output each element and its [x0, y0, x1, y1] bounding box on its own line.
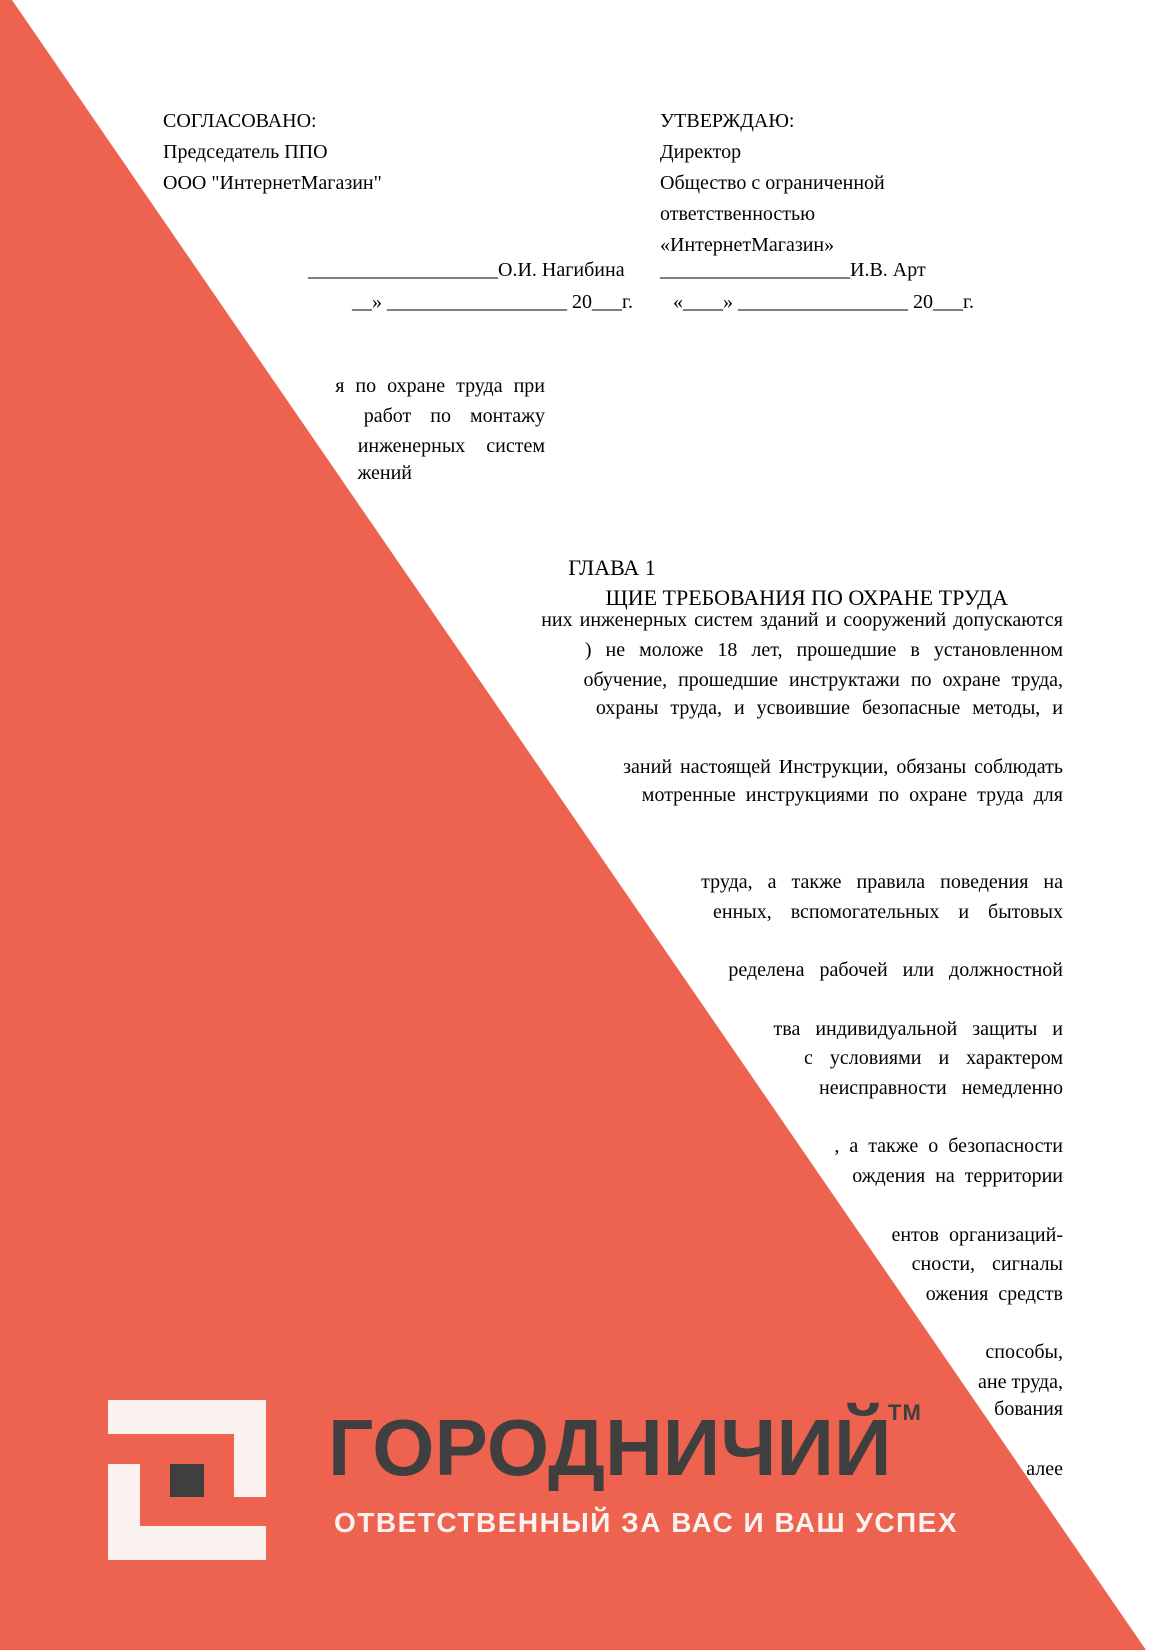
agreed-org: ООО "ИнтернетМагазин" — [163, 172, 382, 194]
body-line: енных, вспомогательных и бытовых — [713, 901, 1063, 923]
body-line: них инженерных систем зданий и сооружений допускаются — [541, 609, 1063, 631]
body-line: мотренные инструкциями по охране труда для — [641, 784, 1063, 806]
body-line: сности, сигналы — [911, 1253, 1063, 1275]
logo-tagline: ОТВЕТСТВЕННЫЙ ЗА ВАС И ВАШ УСПЕХ — [334, 1507, 959, 1538]
instruction-title-line: инженерных систем — [357, 435, 545, 457]
chapter-subheading: ЩИЕ ТРЕБОВАНИЯ ПО ОХРАНЕ ТРУДА — [605, 585, 1008, 610]
chapter-heading: ГЛАВА 1 — [568, 555, 656, 580]
approved-date-line: «____» _________________ 20___г. — [673, 291, 974, 313]
body-line: ентов организаций- — [891, 1224, 1063, 1246]
logo-icon — [106, 1398, 268, 1562]
body-line: неисправности немедленно — [819, 1077, 1063, 1099]
body-line: охраны труда, и усвоившие безопасные методы, и — [595, 697, 1063, 719]
instruction-title-line: я по охране труда при — [335, 375, 545, 397]
body-line: труда, а также правила поведения на — [701, 871, 1063, 893]
agreed-role: Председатель ППО — [163, 141, 328, 163]
body-line: заний настоящей Инструкции, обязаны соблюдать — [623, 756, 1063, 778]
body-line: с условиями и характером — [804, 1047, 1063, 1069]
body-line: ) не моложе 18 лет, прошедшие в установленном — [584, 639, 1063, 661]
logo-icon-right-bar — [234, 1400, 266, 1497]
agreed-label: СОГЛАСОВАНО: — [163, 110, 317, 132]
instruction-title-line: работ по монтажу — [363, 405, 545, 427]
logo-icon-bottom-bar — [108, 1526, 266, 1560]
approved-org-line-2: ответственностью — [660, 203, 816, 225]
body-line: ожения средств — [925, 1283, 1063, 1305]
instruction-title-line: жений — [357, 462, 412, 484]
approved-role: Директор — [660, 141, 742, 163]
agreed-signature-line: ___________________О.И. Нагибина — [308, 259, 625, 281]
approved-org-line-3: «ИнтернетМагазин» — [660, 234, 835, 256]
approved-signature-line: ___________________И.В. Арт — [660, 259, 926, 281]
body-line: ане труда, — [978, 1371, 1063, 1393]
logo-trademark-mark: ТМ — [888, 1400, 922, 1425]
body-line: , а также о безопасности — [834, 1135, 1063, 1157]
logo-icon-center-square — [170, 1464, 204, 1497]
approved-org-line-1: Общество с ограниченной — [660, 172, 885, 194]
agreed-date-line: __» __________________ 20___г. — [352, 291, 633, 313]
body-line: алее — [1026, 1458, 1063, 1480]
body-line: бования — [994, 1398, 1063, 1420]
body-line: обучение, прошедшие инструктажи по охране труда, — [583, 669, 1063, 691]
body-line: способы, — [985, 1341, 1063, 1363]
approved-label: УТВЕРЖДАЮ: — [660, 110, 795, 132]
logo-wordmark: ГОРОДНИЧИЙ — [328, 1403, 892, 1492]
body-line: ределена рабочей или должностной — [728, 959, 1063, 981]
body-line: ождения на территории — [852, 1165, 1063, 1187]
body-line: тва индивидуальной защиты и — [773, 1018, 1063, 1040]
